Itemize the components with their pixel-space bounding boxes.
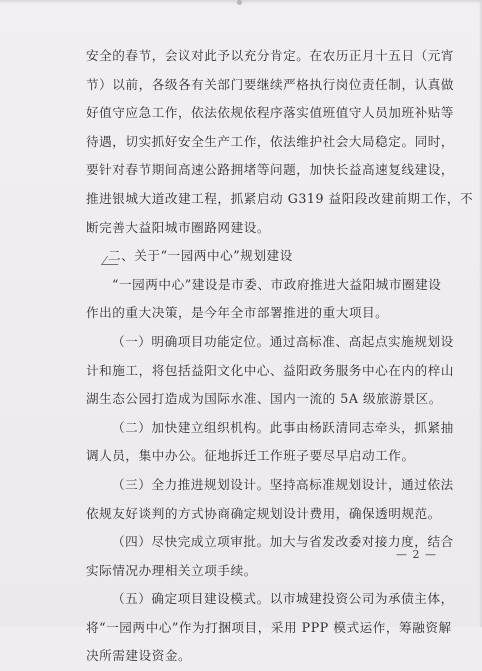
text-line: 湖生态公园打造成为国际水准、国内一流的 5A 级旅游景区。	[86, 391, 442, 407]
text-line: 断完善大益阳城市圈路网建设。	[86, 219, 271, 235]
text-line: （三）全力推进规划设计。坚持高标准规划设计，通过依法	[112, 476, 454, 492]
text-line: （五）确定项目建设模式。以市城建投资公司为承债主体，	[112, 591, 454, 607]
text-line: 实际情况办理相关立项手续。	[86, 562, 257, 578]
text-line: 待遇，切实抓好安全生产工作，依法维护社会大局稳定。同时，	[86, 133, 455, 149]
text-line: 计和施工，将包括益阳文化中心、益阳政务服务中心在内的梓山	[86, 362, 455, 378]
section-heading	[86, 242, 424, 271]
text-line: 推进银城大道改建工程，抓紧启动 G319 益阳段改建前期工作，不	[86, 190, 474, 206]
handwritten-underline-mark	[101, 256, 124, 265]
text-line: （二）加快建立组织机构。此事由杨跃清同志牵头，抓紧抽	[112, 419, 454, 435]
binding-hole-mark	[237, 0, 242, 5]
text-line: （一）明确项目功能定位。通过高标准、高起点实施规划设	[112, 333, 454, 349]
text-line: 安全的春节，会议对此予以充分肯定。在农历正月十五日（元宵	[86, 48, 455, 63]
text-line: 将“一园两中心”作为打捆项目，采用 PPP 模式运作，筹融资解	[86, 619, 452, 635]
text-line: （四）尽快完成立项审批。加大与省发改委对接力度，结合	[112, 534, 454, 550]
page-number: — 2 —	[396, 548, 437, 561]
section-heading-text: 二、关于“一园两中心”规划建设	[108, 248, 293, 264]
text-line: 节）以前，各级各有关部门要继续严格执行岗位责任制，认真做	[86, 76, 455, 92]
text-line: 调人员，集中办公。征地拆迁工作班子要尽早启动工作。	[86, 448, 415, 464]
text-line: 决所需建设资金。	[86, 648, 192, 664]
body-text	[86, 42, 474, 671]
text-line: 作出的重大决策，是今年全市部署推进的重大项目。	[86, 305, 389, 321]
text-line: “一园两中心”建设是市委、市政府推进大益阳城市圈建设	[112, 276, 442, 292]
text-line: 依规友好谈判的方式协商确定规划设计费用，确保透明规范。	[86, 505, 441, 521]
text-line: 好值守应急工作，依法依规依程序落实值班值守人员加班补贴等	[86, 105, 455, 121]
text-line: 要针对春节期间高速公路拥堵等问题，加快长益高速复线建设，	[86, 162, 455, 178]
